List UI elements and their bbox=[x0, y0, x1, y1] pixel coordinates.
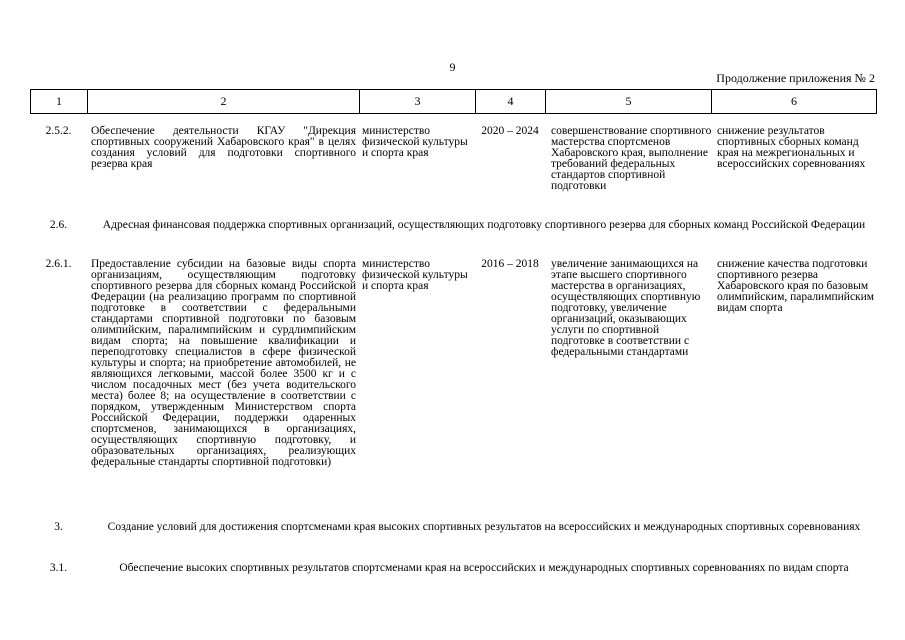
column-header-5: 5 bbox=[546, 90, 712, 113]
activity-description: Предоставление субсидии на базовые виды спорта организациям, осуществляющим подготовку спортивного резерва для сборных команд Российской Федерации (на реализацию программ по спортивной подготовке в соответствии с федеральными стандартами спортивной подготовки по базовым олимпийским, паралимпийским и сурдлимпийским видам спорта; на повышение квалификации и переподготовку специалистов в сфере физической культуры и спорта; на приобретение автомобилей, не являющихся легковыми, массой более 3500 кг и с числом посадочных мест (без учета водительского места) более 8; на осуществление в соответствии с порядком, утвержденным Министерством спорта Российской Федерации, поддержки одаренных спортсменов, занимающихся в организациях, осуществляющих спортивную подготовку, и образовательных организациях, реализующих федеральные стандарты спортивной подготовки) bbox=[91, 258, 356, 468]
section-number: 3. bbox=[54, 521, 63, 533]
section-number: 3.1. bbox=[49, 562, 68, 574]
column-header-3: 3 bbox=[360, 90, 476, 113]
expected-result: совершенствование спортивного мастерства спортсменов Хабаровского края, выполнение требований федеральных стандартов спортивной подготовки bbox=[551, 125, 712, 192]
section-title: Адресная финансовая поддержка спортивных организаций, осуществляющих подготовку спортивного резерва для сборных команд Российской Федерации bbox=[102, 219, 866, 231]
row-number: 2.6.1. bbox=[45, 258, 72, 270]
non-implementation-consequence: снижение качества подготовки спортивного резерва Хабаровского края по базовым олимпийским, паралимпийским видам спорта bbox=[717, 258, 875, 314]
row-number: 2.5.2. bbox=[45, 125, 72, 137]
implementation-term: 2016 – 2018 bbox=[481, 258, 539, 270]
page-number: 9 bbox=[449, 60, 456, 74]
column-header-2: 2 bbox=[88, 90, 360, 113]
implementation-term: 2020 – 2024 bbox=[481, 125, 539, 137]
section-title: Обеспечение высоких спортивных результатов спортсменами края на всероссийских и международных спортивных соревнованиях по видам спорта bbox=[119, 562, 849, 574]
responsible-executor: министерство физической культуры и спорта края bbox=[362, 125, 468, 159]
non-implementation-consequence: снижение результатов спортивных сборных команд края на межрегиональных и всероссийских соревнованиях bbox=[717, 125, 866, 170]
section-number: 2.6. bbox=[49, 219, 68, 231]
appendix-continuation: Продолжение приложения № 2 bbox=[716, 71, 875, 85]
section-title: Создание условий для достижения спортсменами края высоких спортивных результатов на всероссийских и международных спортивных соревнованиях bbox=[107, 521, 861, 533]
column-header-4: 4 bbox=[476, 90, 546, 113]
responsible-executor: министерство физической культуры и спорта края bbox=[362, 258, 468, 292]
table-header-row bbox=[30, 89, 877, 114]
column-header-1: 1 bbox=[31, 90, 88, 113]
column-header-6: 6 bbox=[791, 94, 797, 108]
activity-description: Обеспечение деятельности КГАУ "Дирекция спортивных сооружений Хабаровского края" в целях создания условий для подготовки спортивного резерва края bbox=[91, 125, 356, 170]
expected-result: увеличение занимающихся на этапе высшего спортивного мастерства в организациях, осуществляющих спортивную подготовку, увеличение организаций, оказывающих услуги по спортивной подготовке в соответствии с федеральными стандартами bbox=[551, 258, 701, 358]
